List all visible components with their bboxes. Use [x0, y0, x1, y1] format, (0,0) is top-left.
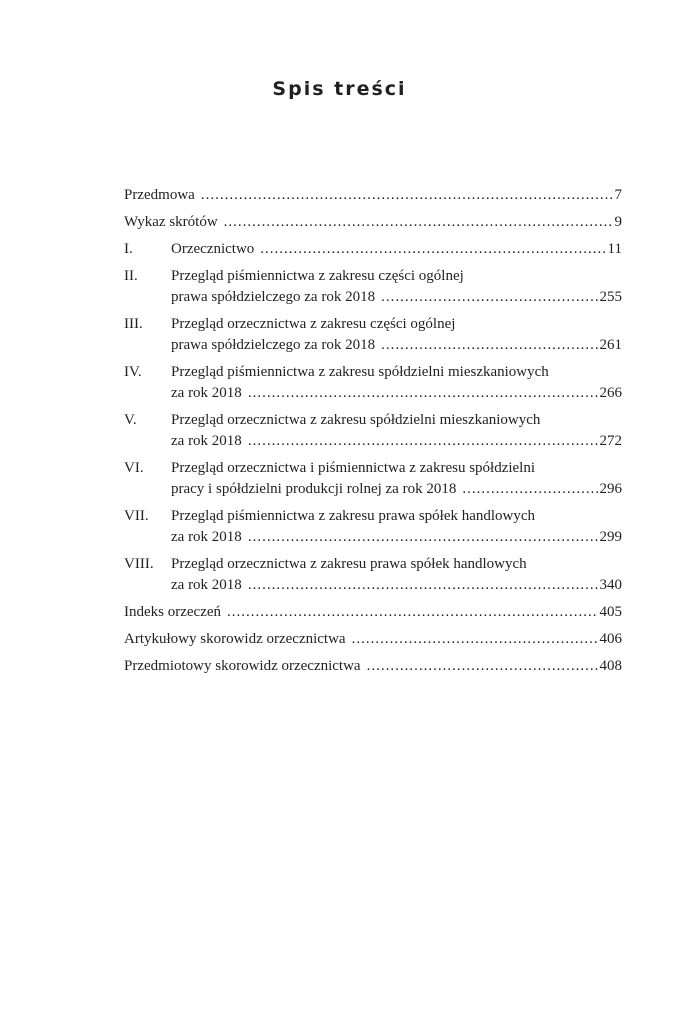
toc-entry-line — [124, 602, 622, 623]
toc-page-number: 296 — [599, 481, 622, 497]
toc-page-number: 9 — [614, 214, 622, 230]
toc-entry-line — [171, 383, 622, 404]
toc-entry-line — [171, 410, 622, 431]
toc-entry-line — [171, 527, 622, 548]
toc-entry-number: III. — [124, 316, 143, 332]
toc-entry-body — [171, 362, 622, 404]
toc-entry-line — [171, 314, 622, 335]
toc-entry[interactable] — [124, 239, 622, 260]
toc-entry-line — [171, 575, 622, 596]
toc-entry-number: VIII. — [124, 556, 154, 572]
toc-page-number: 11 — [607, 241, 622, 257]
toc-entry[interactable] — [124, 506, 622, 548]
toc-entry-number: VI. — [124, 460, 144, 476]
toc-entry-line — [124, 656, 622, 677]
toc-entry-line — [171, 431, 622, 452]
toc-page-number: 405 — [599, 604, 622, 620]
toc-entry[interactable] — [124, 656, 622, 677]
toc-entry-line — [171, 362, 622, 383]
toc-page-number: 340 — [599, 577, 622, 593]
toc-entry-line — [171, 287, 622, 308]
toc-entry-title: Wykaz skrótów — [124, 214, 218, 230]
toc-page-number: 272 — [599, 433, 622, 449]
toc-entry[interactable] — [124, 362, 622, 404]
toc-entry[interactable] — [124, 458, 622, 500]
toc-page-number: 261 — [599, 337, 622, 353]
toc-entry-line — [171, 479, 622, 500]
toc-entry-body — [171, 506, 622, 548]
toc-leader-dots — [248, 575, 598, 596]
toc-entry[interactable] — [124, 314, 622, 356]
toc-entry-body — [124, 629, 622, 650]
toc-leader-dots — [462, 479, 597, 500]
toc-entry-title: za rok 2018 — [171, 385, 242, 401]
toc-entry-title: Orzecznictwo — [171, 241, 255, 257]
toc-entry-body — [124, 212, 622, 233]
toc-entry[interactable] — [124, 602, 622, 623]
toc-entry-number: VII. — [124, 508, 149, 524]
toc-entry[interactable] — [124, 554, 622, 596]
toc-entry[interactable] — [124, 410, 622, 452]
toc-entry-body — [171, 458, 622, 500]
toc-entry-title: Przedmowa — [124, 187, 195, 203]
toc-entry-line — [124, 212, 622, 233]
toc-entry-body — [124, 656, 622, 677]
toc-entry[interactable] — [124, 266, 622, 308]
page-title: Spis treści — [272, 78, 407, 100]
toc-entry-number: I. — [124, 241, 133, 257]
toc-entry-title: prawa spółdzielczego za rok 2018 — [171, 337, 376, 353]
toc-entry-line — [171, 554, 622, 575]
toc-entry-title: Przegląd piśmiennictwa z zakresu części ogólnej — [171, 268, 464, 284]
toc-entry-body — [124, 602, 622, 623]
toc-entry-line — [124, 629, 622, 650]
toc-entry-title: Indeks orzeczeń — [124, 604, 222, 620]
toc-entry-line — [171, 335, 622, 356]
toc-leader-dots — [260, 239, 605, 260]
toc-entry-title: Przegląd piśmiennictwa z zakresu prawa spółek handlowych — [171, 508, 536, 524]
toc-entry-line — [171, 506, 622, 527]
toc-entry-line — [171, 239, 622, 260]
toc-leader-dots — [227, 602, 597, 623]
toc-entry-body — [171, 266, 622, 308]
toc-entry-body — [171, 410, 622, 452]
toc-entry-line — [171, 458, 622, 479]
toc-page-number: 255 — [599, 289, 622, 305]
toc-entry-body — [171, 239, 622, 260]
toc-entry-number: II. — [124, 268, 138, 284]
toc-entry-body — [171, 314, 622, 356]
toc-leader-dots — [248, 431, 598, 452]
toc-entry-title: za rok 2018 — [171, 529, 242, 545]
toc-leader-dots — [224, 212, 613, 233]
toc-entry-line — [171, 266, 622, 287]
toc-entry-title: Przegląd orzecznictwa i piśmiennictwa z zakresu spółdzielni — [171, 460, 536, 476]
toc-entry-title: za rok 2018 — [171, 433, 242, 449]
toc-entry[interactable] — [124, 212, 622, 233]
toc-page-number: 299 — [599, 529, 622, 545]
toc-entry-line — [124, 185, 622, 206]
table-of-contents — [124, 185, 622, 683]
toc-leader-dots — [352, 629, 598, 650]
toc-leader-dots — [367, 656, 598, 677]
toc-leader-dots — [201, 185, 613, 206]
toc-entry-title: prawa spółdzielczego za rok 2018 — [171, 289, 376, 305]
toc-entry-number: V. — [124, 412, 137, 428]
toc-entry-body — [124, 185, 622, 206]
toc-entry[interactable] — [124, 185, 622, 206]
toc-entry-title: Przegląd orzecznictwa z zakresu części ogólnej — [171, 316, 456, 332]
toc-entry-title: Przegląd orzecznictwa z zakresu spółdzielni mieszkaniowych — [171, 412, 541, 428]
toc-leader-dots — [248, 383, 598, 404]
toc-entry[interactable] — [124, 629, 622, 650]
toc-entry-title: Artykułowy skorowidz orzecznictwa — [124, 631, 346, 647]
toc-leader-dots — [381, 335, 597, 356]
toc-entry-title: za rok 2018 — [171, 577, 242, 593]
toc-entry-title: Przegląd orzecznictwa z zakresu prawa spółek handlowych — [171, 556, 527, 572]
toc-entry-title: Przegląd piśmiennictwa z zakresu spółdzielni mieszkaniowych — [171, 364, 549, 380]
toc-entry-title: Przedmiotowy skorowidz orzecznictwa — [124, 658, 361, 674]
toc-page-number: 7 — [614, 187, 622, 203]
toc-page-number: 266 — [599, 385, 622, 401]
toc-entry-title: pracy i spółdzielni produkcji rolnej za rok 2018 — [171, 481, 457, 497]
toc-page-number: 406 — [599, 631, 622, 647]
toc-leader-dots — [381, 287, 597, 308]
toc-entry-number: IV. — [124, 364, 142, 380]
toc-page-number: 408 — [599, 658, 622, 674]
toc-leader-dots — [248, 527, 598, 548]
toc-entry-body — [171, 554, 622, 596]
